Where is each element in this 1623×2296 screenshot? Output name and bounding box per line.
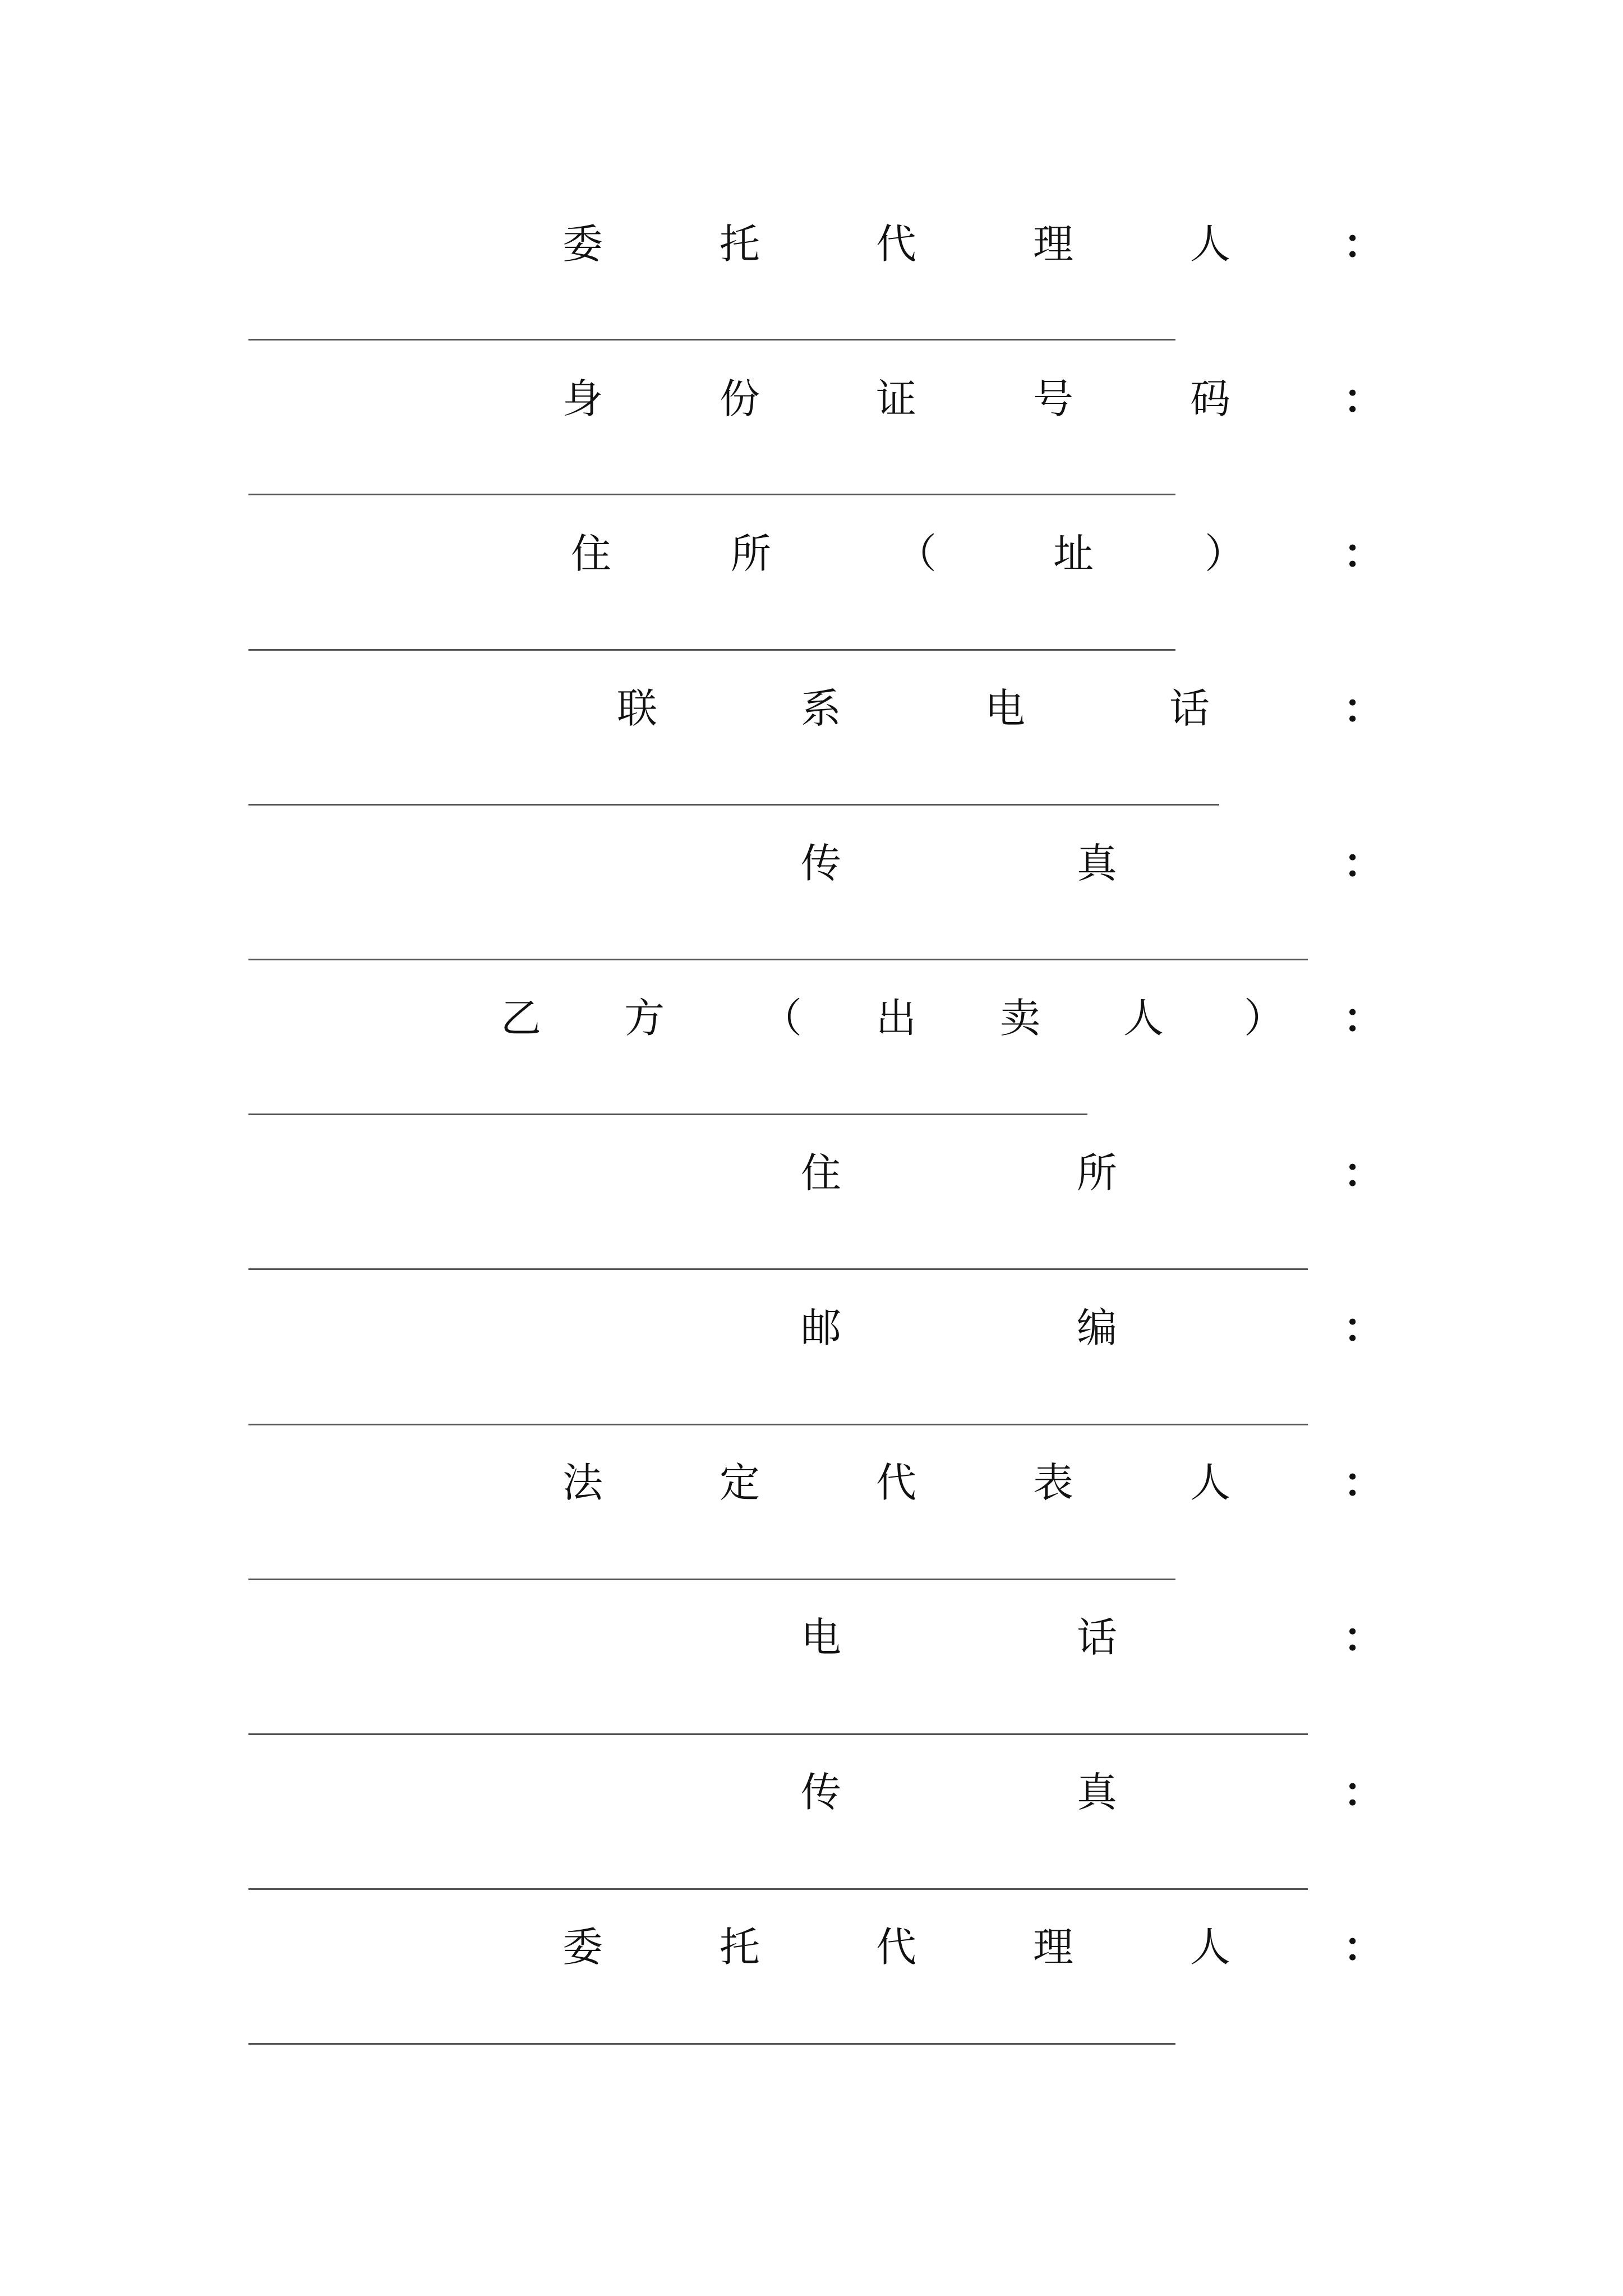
field-label-char: ） <box>1244 995 1285 1042</box>
field-label-char: 码 <box>1190 375 1231 422</box>
field-label-char: 传 <box>801 840 842 887</box>
field-label-char: ） <box>1205 530 1246 577</box>
fill-in-blank-line <box>248 339 1175 341</box>
field-colon: ： <box>1343 530 1384 577</box>
field-label-char: 联 <box>617 685 658 732</box>
fill-in-blank-line <box>248 1268 1308 1270</box>
field-label-char: 邮 <box>801 1304 842 1351</box>
field-colon: ： <box>1343 1459 1384 1506</box>
field-label-char: 传 <box>801 1769 842 1816</box>
fill-in-blank-line <box>248 1733 1308 1735</box>
field-label-char: 系 <box>801 685 842 732</box>
field-label-char: 址 <box>1053 530 1094 577</box>
field-row-postcode <box>0 1300 1623 1378</box>
field-row-seller-domicile <box>0 1145 1623 1223</box>
field-label-char: 真 <box>1077 840 1118 887</box>
fill-in-blank-line <box>248 2043 1175 2045</box>
field-colon: ： <box>1343 220 1384 268</box>
field-colon: ： <box>1343 375 1384 422</box>
field-label-char: 话 <box>1077 1614 1118 1661</box>
field-colon: ： <box>1343 1769 1384 1816</box>
field-row-id-number <box>0 371 1623 449</box>
field-label-char: 委 <box>562 1924 603 1971</box>
field-label-char: （ <box>896 530 937 577</box>
field-label-char: 委 <box>562 220 603 268</box>
field-row-seller-entrusted-agent <box>0 1919 1623 1998</box>
fill-in-blank-line <box>248 649 1175 651</box>
field-label-char: 代 <box>876 220 917 268</box>
fill-in-blank-line <box>248 494 1175 495</box>
field-label-char: 电 <box>985 685 1026 732</box>
field-label-char: 住 <box>801 1149 842 1197</box>
fill-in-blank-line <box>248 959 1308 960</box>
field-label-char: （ <box>762 995 803 1042</box>
field-row-fax <box>0 835 1623 914</box>
field-label-char: 真 <box>1077 1769 1118 1816</box>
field-label-char: 话 <box>1169 685 1210 732</box>
field-label-char: 号 <box>1033 375 1074 422</box>
field-label-char: 人 <box>1190 220 1231 268</box>
field-label-char: 所 <box>731 530 772 577</box>
field-label-char: 托 <box>720 220 760 268</box>
field-label-char: 方 <box>624 995 665 1042</box>
field-colon: ： <box>1343 1149 1384 1197</box>
field-colon: ： <box>1343 1304 1384 1351</box>
field-label-char: 身 <box>562 375 603 422</box>
field-label-char: 人 <box>1190 1924 1231 1971</box>
field-label-char: 托 <box>720 1924 760 1971</box>
field-colon: ： <box>1343 1924 1384 1971</box>
field-label-char: 法 <box>562 1459 603 1506</box>
field-label-char: 出 <box>876 995 917 1042</box>
field-row-legal-representative <box>0 1455 1623 1533</box>
fill-in-blank-line <box>248 1114 1087 1115</box>
field-colon: ： <box>1343 995 1384 1042</box>
fill-in-blank-line <box>248 1888 1308 1890</box>
field-label-char: 理 <box>1033 220 1074 268</box>
field-label-char: 代 <box>876 1924 917 1971</box>
field-colon: ： <box>1343 840 1384 887</box>
field-colon: ： <box>1343 1614 1384 1661</box>
field-label-char: 编 <box>1077 1304 1118 1351</box>
fill-in-blank-line <box>248 1579 1175 1580</box>
field-row-contact-phone <box>0 680 1623 759</box>
field-label-char: 理 <box>1033 1924 1074 1971</box>
field-row-entrusted-agent <box>0 216 1623 295</box>
field-label-char: 份 <box>720 375 760 422</box>
field-label-char: 电 <box>801 1614 842 1661</box>
field-colon: ： <box>1343 685 1384 732</box>
fill-in-blank-line <box>248 1424 1308 1425</box>
fill-in-blank-line <box>248 804 1219 806</box>
field-label-char: 证 <box>876 375 917 422</box>
field-label-char: 所 <box>1077 1149 1118 1197</box>
field-label-char: 代 <box>876 1459 917 1506</box>
field-row-seller-fax <box>0 1764 1623 1843</box>
field-label-char: 卖 <box>1000 995 1041 1042</box>
field-row-party-b-seller <box>0 990 1623 1069</box>
field-label-char: 人 <box>1123 995 1164 1042</box>
field-label-char: 住 <box>571 530 612 577</box>
field-label-char: 表 <box>1033 1459 1074 1506</box>
field-row-seller-phone <box>0 1609 1623 1688</box>
field-label-char: 人 <box>1190 1459 1231 1506</box>
field-row-domicile <box>0 526 1623 604</box>
field-label-char: 定 <box>720 1459 760 1506</box>
field-label-char: 乙 <box>501 995 542 1042</box>
